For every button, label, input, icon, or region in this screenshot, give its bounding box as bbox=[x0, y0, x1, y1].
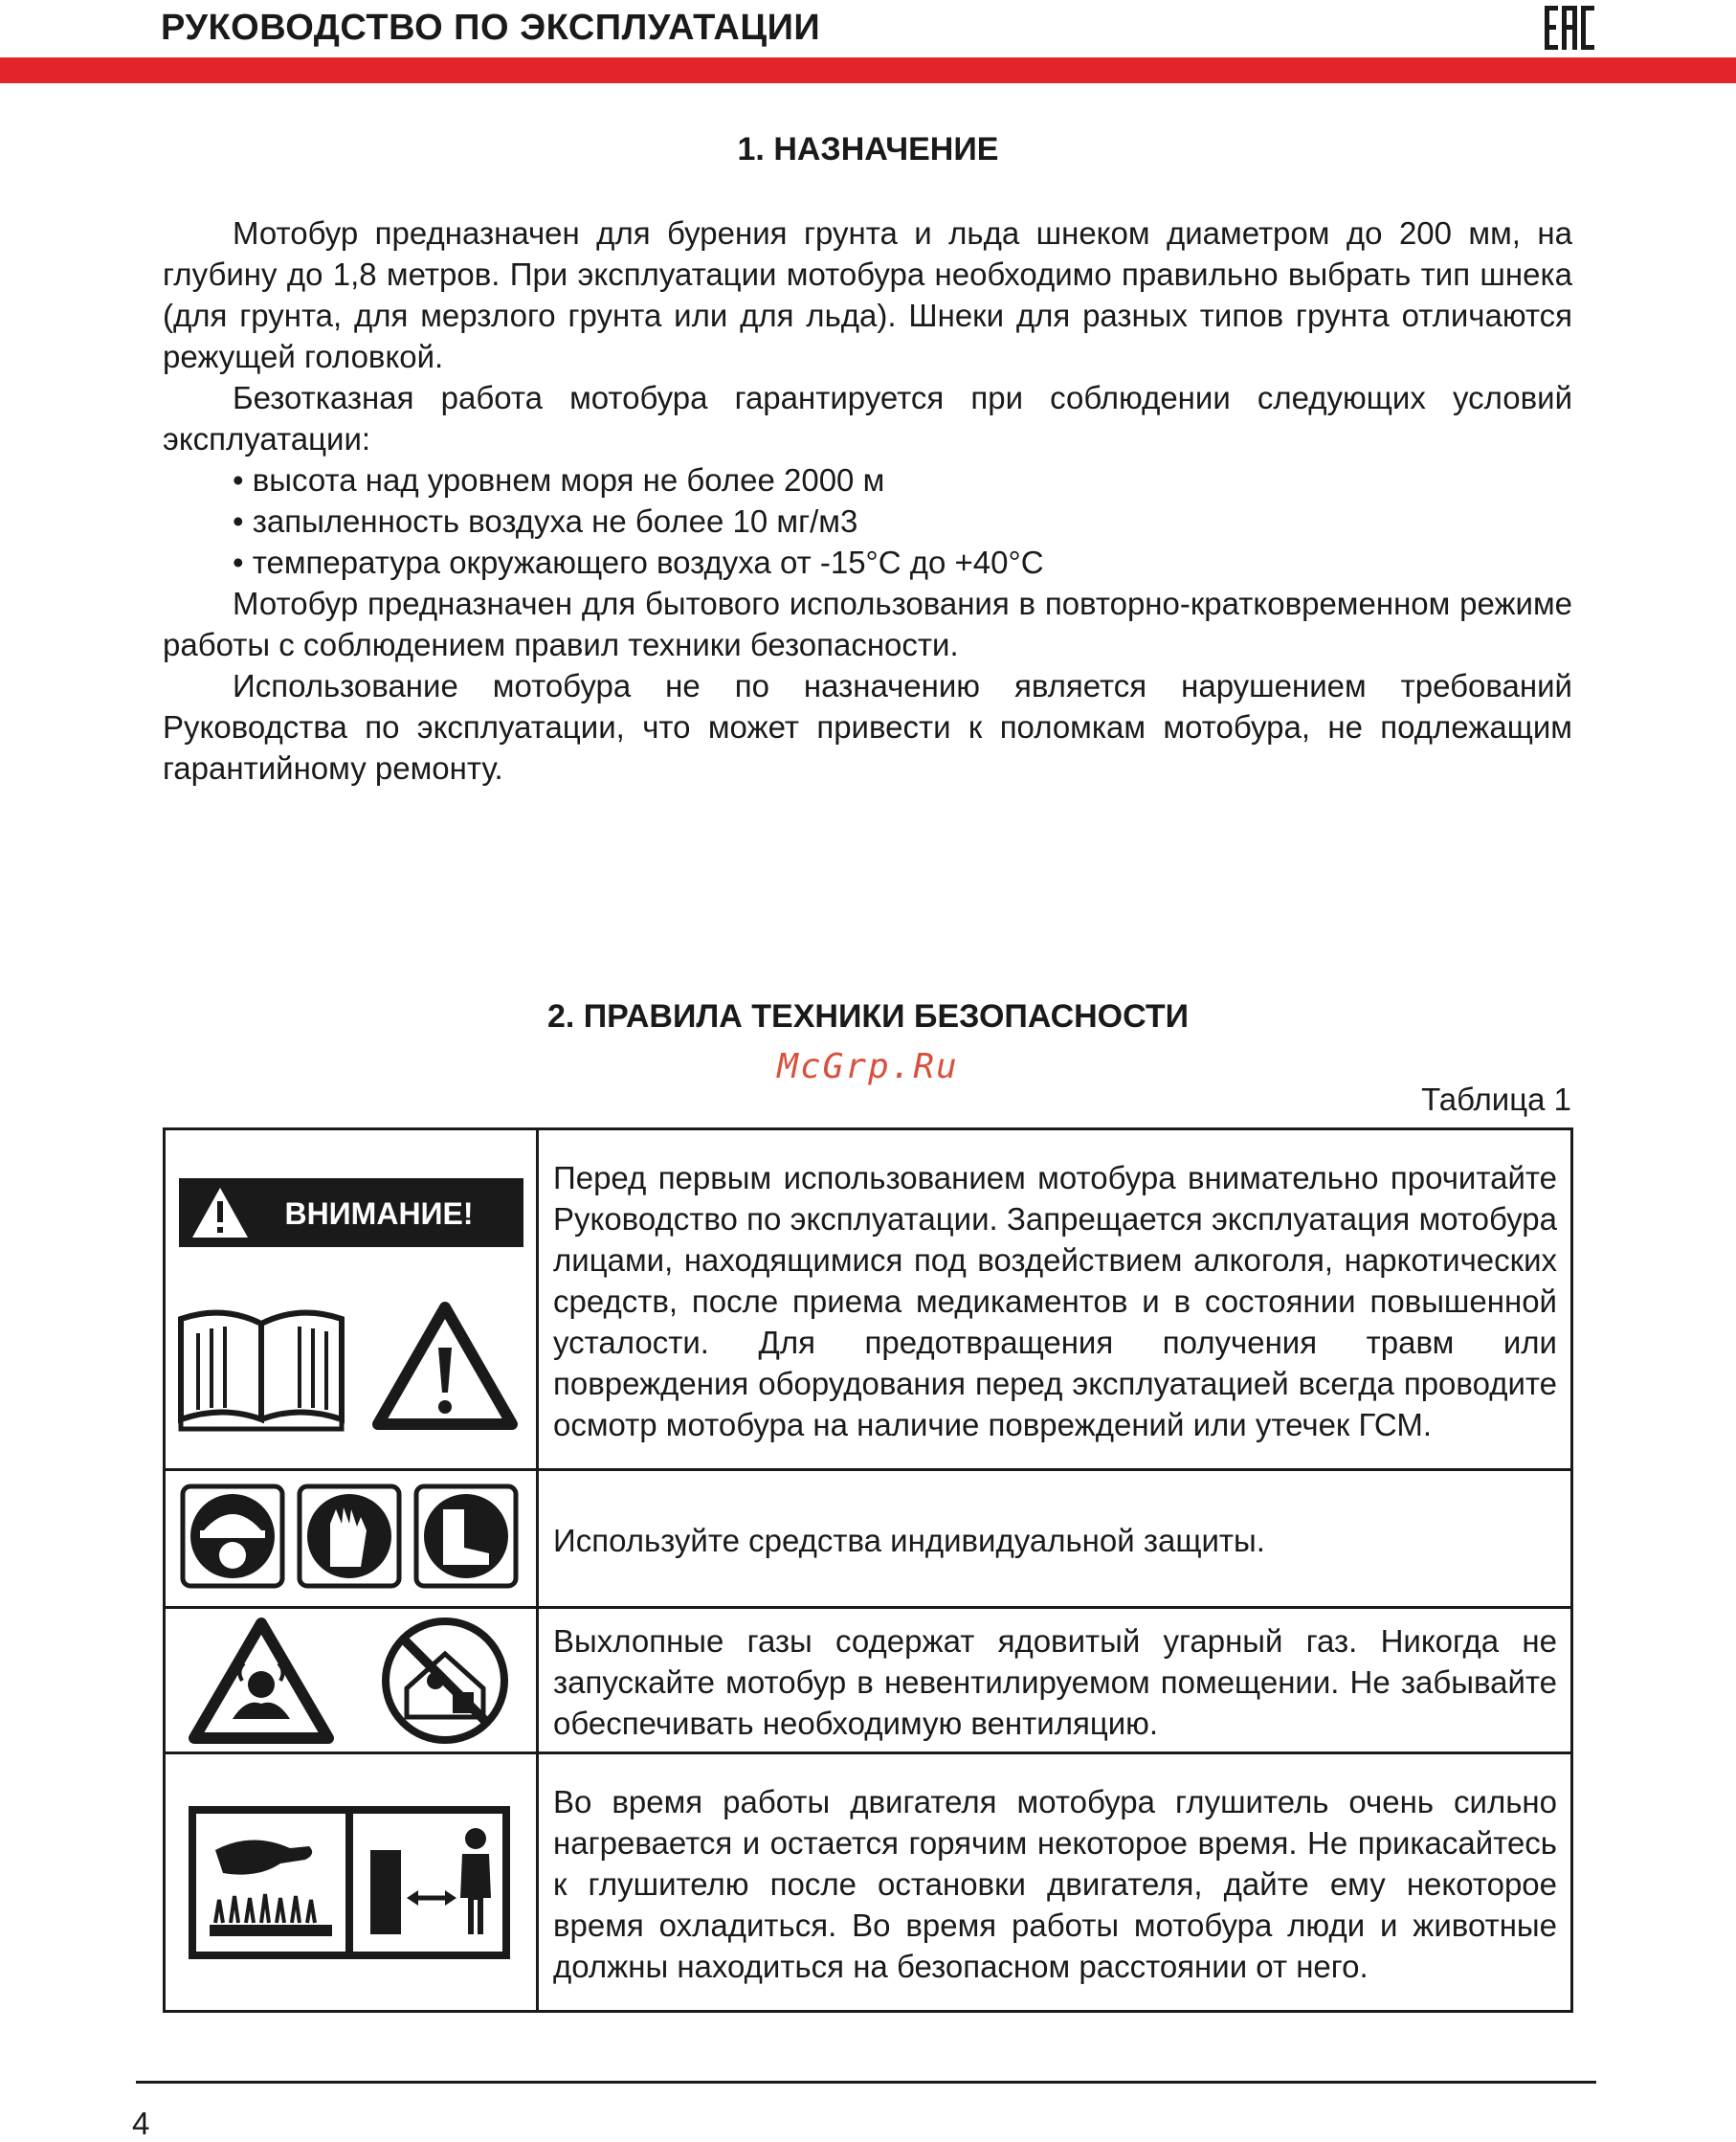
list-item: • запыленность воздуха не более 10 мг/м3 bbox=[233, 503, 858, 539]
list-item: • температура окружающего воздуха от -15°С до +40°С bbox=[233, 545, 1044, 580]
section-2-title: 2. ПРАВИЛА ТЕХНИКИ БЕЗОПАСНОСТИ bbox=[546, 998, 1190, 1035]
page-number: 4 bbox=[132, 2106, 150, 2141]
rule-text: Перед первым использованием мотобура внимательно прочитайте Руководство по эксплуатации. Запрещается эксплуатация мотобура лицами, находящимися под воздействием алкоголя, наркотических средств, после приема медикаментов и в состоянии повышенной усталости. Для предотвращения получения травм или повреждения оборудования перед эксплуатацией всегда проводите осмотр мотобура на наличие повреждений или утечек ГСМ. bbox=[538, 1129, 1572, 1470]
footer-divider bbox=[136, 2081, 1596, 2084]
warning-label: ВНИМАНИЕ! bbox=[284, 1195, 474, 1231]
manual-book-icon bbox=[181, 1312, 342, 1428]
boots-icon bbox=[416, 1486, 516, 1586]
paragraph: Безотказная работа мотобура гарантируется при соблюдении следующих условий эксплуатации: bbox=[163, 380, 1572, 457]
icon-cell bbox=[165, 1129, 538, 1470]
icon-cell bbox=[165, 1753, 538, 2012]
hot-surface-icon bbox=[192, 1810, 349, 1955]
rule-text: Во время работы двигателя мотобура глушитель очень сильно нагревается и остается горячим некоторое время. Не прикасайтесь к глушителю после остановки двигателя, дайте ему некоторое время охладиться. Во время работы мотобура люди и животные должны находиться на безопасном расстоянии от него. bbox=[538, 1753, 1572, 2012]
safety-rules-table bbox=[163, 1127, 1573, 2013]
icon-cell bbox=[165, 1470, 538, 1608]
table-row bbox=[165, 1470, 1572, 1608]
watermark-text: McGrp.Ru bbox=[777, 1047, 959, 1086]
list-item: • высота над уровнем моря не более 2000 м bbox=[233, 462, 885, 498]
section-1-title: 1. НАЗНАЧЕНИЕ bbox=[737, 131, 999, 167]
section-1-body bbox=[163, 212, 1572, 789]
header-red-band bbox=[0, 57, 1736, 83]
table-row bbox=[165, 1129, 1572, 1470]
rule-text: Выхлопные газы содержат ядовитый угарный газ. Никогда не запускайте мотобур в невентилируемом помещении. Не забывайте обеспечивать необходимую вентиляцию. bbox=[538, 1608, 1572, 1753]
icon-cell bbox=[165, 1608, 538, 1753]
rule-text: Используйте средства индивидуальной защиты. bbox=[538, 1470, 1572, 1608]
document-header-title: РУКОВОДСТВО ПО ЭКСПЛУАТАЦИИ bbox=[161, 8, 821, 48]
no-indoor-use-icon bbox=[386, 1621, 504, 1740]
table-caption: Таблица 1 bbox=[1421, 1082, 1571, 1117]
table-row bbox=[165, 1753, 1572, 2012]
paragraph: Мотобур предназначен для бытового использования в повторно-кратковременном режиме работы с соблюдением правил техники безопасности. bbox=[163, 586, 1572, 662]
helmet-icon bbox=[183, 1486, 282, 1586]
warning-triangle-icon bbox=[378, 1307, 512, 1424]
gloves-icon bbox=[300, 1486, 399, 1586]
table-row bbox=[165, 1608, 1572, 1753]
warning-sign bbox=[179, 1178, 523, 1247]
eac-logo-icon bbox=[1543, 4, 1596, 52]
safe-distance-icon bbox=[349, 1810, 506, 1955]
toxic-gas-icon bbox=[194, 1623, 328, 1738]
paragraph: Использование мотобура не по назначению является нарушением требований Руководства по эксплуатации, что может привести к поломкам мотобура, не подлежащим гарантийному ремонту. bbox=[163, 668, 1572, 786]
paragraph: Мотобур предназначен для бурения грунта и льда шнеком диаметром до 200 мм, на глубину до 1,8 метров. При эксплуатации мотобура необходимо правильно выбрать тип шнека (для грунта, для мерзлого грунта или для льда). Шнеки для разных типов грунта отличаются режущей головкой. bbox=[163, 215, 1572, 374]
